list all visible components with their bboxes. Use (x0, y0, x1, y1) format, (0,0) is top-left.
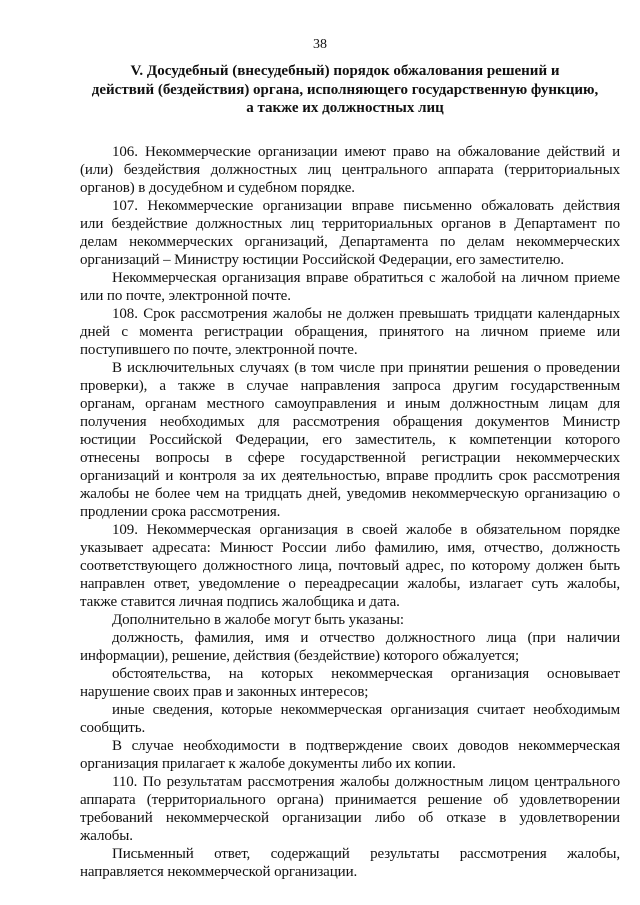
paragraph-line: или бездействие должностных лиц территориальных органов в Департамент по (80, 216, 620, 232)
paragraph-line: требований некоммерческой организации либо об отказе в удовлетворении (80, 810, 620, 826)
paragraph (80, 611, 620, 629)
paragraph-line: Письменный ответ, содержащий результаты рассмотрения жалобы, (112, 846, 620, 862)
paragraph-line: органов) в досудебном и судебном порядке. (80, 180, 355, 196)
paragraph-line: Некоммерческая организация вправе обратиться с жалобой на личном приеме (112, 270, 620, 286)
paragraph-line: продлении срока рассмотрения. (80, 504, 281, 520)
paragraph-line: 107. Некоммерческие организации вправе письменно обжаловать действия (112, 198, 620, 214)
document-body (80, 143, 620, 881)
paragraph (80, 521, 620, 611)
paragraph-line: 108. Срок рассмотрения жалобы не должен превышать тридцати календарных (112, 306, 620, 322)
paragraph-line: В исключительных случаях (в том числе при принятии решения о проведении (112, 360, 620, 376)
paragraph (80, 701, 620, 737)
heading-line: V. Досудебный (внесудебный) порядок обжалования решений и (130, 63, 560, 79)
paragraph (80, 359, 620, 521)
paragraph (80, 269, 620, 305)
paragraph-line: направлен ответ, уведомление о переадресации жалобы, излагает суть жалобы, (80, 576, 620, 592)
paragraph (80, 665, 620, 701)
heading-line: действий (бездействия) органа, исполняющего государственную функцию, (91, 81, 599, 98)
paragraph (80, 197, 620, 269)
paragraph-line: должность, фамилия, имя и отчество должностного лица (при наличии (112, 630, 620, 646)
paragraph-line: делам некоммерческих организаций, Департамента по делам некоммерческих (80, 234, 620, 250)
paragraph-line: обстоятельства, на которых некоммерческая организация основывает (112, 666, 620, 682)
paragraph-line: сообщить. (80, 720, 146, 736)
paragraph-line: 109. Некоммерческая организация в своей жалобе в обязательном порядке (112, 522, 620, 538)
section-heading (60, 62, 630, 118)
paragraph-line: органам, органам местного самоуправления и иным должностным лицам для (80, 396, 620, 412)
paragraph-line: или по почте, электронной почте. (80, 288, 291, 304)
paragraph-line: информации), решение, действия (бездействие) которого обжалуется; (80, 648, 520, 664)
paragraph (80, 845, 620, 881)
paragraph-line: направляется некоммерческой организации. (80, 864, 358, 880)
paragraph-line: организаций – Министру юстиции Российской Федерации, его заместителю. (80, 252, 564, 268)
paragraph-line: получения необходимых для рассмотрения обращения документов Министр (80, 414, 620, 430)
paragraph-line: 106. Некоммерческие организации имеют право на обжалование действий и (112, 144, 620, 160)
paragraph (80, 773, 620, 845)
paragraph-line: жалобы. (80, 828, 133, 844)
paragraph-line: юстиции Российской Федерации, его заместитель, к компетенции которого (80, 432, 620, 448)
paragraph-line: организаций и контроля за их деятельностью, вправе продлить срок рассмотрения (80, 468, 620, 484)
paragraph-line: Дополнительно в жалобе могут быть указаны: (112, 612, 404, 628)
paragraph (80, 143, 620, 197)
paragraph (80, 737, 620, 773)
paragraph-line: В случае необходимости в подтверждение своих доводов некоммерческая (112, 738, 620, 754)
paragraph-line: организация прилагает к жалобе документы либо их копии. (80, 756, 456, 772)
paragraph-line: также ставится личная подпись жалобщика и дата. (80, 594, 400, 610)
paragraph-line: поступившего по почте, электронной почте. (80, 342, 358, 358)
page-number: 38 (313, 37, 327, 52)
paragraph-line: 110. По результатам рассмотрения жалобы должностным лицом центрального (112, 774, 620, 790)
paragraph (80, 629, 620, 665)
paragraph-line: отнесены вопросы в сфере государственной регистрации некоммерческих (80, 450, 620, 466)
paragraph (80, 305, 620, 359)
paragraph-line: нарушение своих прав и законных интересов; (80, 684, 369, 700)
paragraph-line: соответствующего должностного лица, почтовый адрес, по которому должен быть (80, 558, 620, 574)
paragraph-line: аппарата (территориального органа) принимается решение об удовлетворении (80, 792, 620, 808)
paragraph-line: проверки), а также в случае направления запроса другим государственным (80, 378, 620, 394)
paragraph-line: иные сведения, которые некоммерческая организация считает необходимым (112, 702, 620, 718)
paragraph-line: (или) бездействия должностных лиц центрального аппарата (территориальных (80, 162, 620, 178)
paragraph-line: жалобы не более чем на тридцать дней, уведомив некоммерческую организацию о (80, 486, 620, 502)
paragraph-line: дней с момента регистрации обращения, принятого на личном приеме или (80, 324, 620, 340)
heading-line: а также их должностных лиц (246, 100, 444, 116)
paragraph-line: указывает адресата: Минюст России либо фамилию, имя, отчество, должность (80, 540, 620, 556)
